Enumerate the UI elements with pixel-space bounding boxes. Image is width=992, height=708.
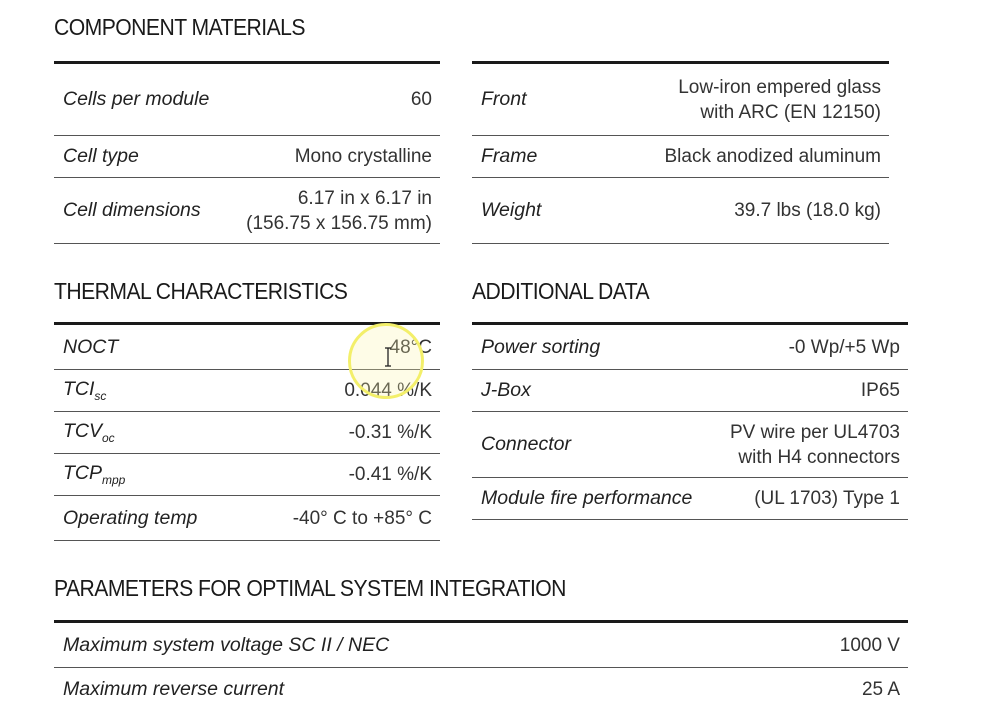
additional-data-table bbox=[472, 322, 908, 520]
table-row bbox=[54, 668, 908, 708]
row-value: -40° C to +85° C bbox=[292, 507, 432, 529]
thermal-characteristics-table bbox=[54, 322, 440, 541]
table-row bbox=[54, 325, 440, 370]
row-value: 48°C bbox=[389, 336, 432, 358]
row-value: (UL 1703) Type 1 bbox=[754, 488, 900, 509]
label-subscript: sc bbox=[94, 389, 107, 403]
table-row bbox=[472, 178, 889, 244]
label-main: TCI bbox=[63, 378, 95, 400]
label-subscript: mpp bbox=[102, 473, 126, 487]
row-label bbox=[63, 420, 115, 445]
row-label: Module fire performance bbox=[481, 487, 693, 509]
row-value: 60 bbox=[410, 89, 432, 110]
label-main: TCP bbox=[63, 462, 102, 484]
row-label: Operating temp bbox=[63, 506, 198, 529]
row-value: 25 A bbox=[861, 678, 900, 700]
row-value bbox=[730, 420, 900, 470]
value-line: 6.17 in x 6.17 in bbox=[297, 187, 432, 209]
text-cursor-icon bbox=[384, 347, 392, 367]
heading-component-materials: COMPONENT MATERIALS bbox=[54, 14, 305, 40]
row-value bbox=[246, 186, 432, 236]
row-label: Weight bbox=[481, 199, 542, 221]
row-value: Black anodized aluminum bbox=[664, 146, 881, 167]
value-line: (156.75 x 156.75 mm) bbox=[246, 212, 432, 234]
heading-additional-data: ADDITIONAL DATA bbox=[472, 278, 650, 304]
row-label: Cell dimensions bbox=[63, 199, 201, 221]
value-line: Low-iron empered glass bbox=[678, 76, 881, 98]
value-line: with ARC (EN 12150) bbox=[700, 101, 881, 123]
label-subscript: oc bbox=[102, 431, 115, 445]
row-value: -0.31 %/K bbox=[348, 422, 432, 443]
table-row bbox=[472, 64, 889, 136]
row-value: 39.7 lbs (18.0 kg) bbox=[734, 200, 881, 221]
row-label: Maximum reverse current bbox=[63, 677, 285, 700]
table-row bbox=[472, 478, 908, 520]
row-label: Cell type bbox=[63, 145, 139, 167]
table-row bbox=[472, 325, 908, 370]
row-value: 0.044 %/K bbox=[344, 380, 432, 401]
row-label bbox=[63, 378, 106, 403]
value-line: with H4 connectors bbox=[738, 446, 900, 468]
label-main: TCV bbox=[63, 420, 102, 442]
row-value: IP65 bbox=[860, 380, 900, 401]
heading-parameters: PARAMETERS FOR OPTIMAL SYSTEM INTEGRATION bbox=[54, 575, 566, 601]
row-label: Front bbox=[481, 88, 527, 110]
table-row bbox=[54, 496, 440, 541]
table-row bbox=[54, 412, 440, 454]
table-row bbox=[472, 370, 908, 412]
row-value: -0.41 %/K bbox=[348, 464, 432, 485]
row-label: Connector bbox=[481, 433, 571, 455]
row-label: NOCT bbox=[63, 335, 119, 358]
table-row bbox=[54, 370, 440, 412]
row-value: Mono crystalline bbox=[294, 146, 432, 167]
table-row bbox=[54, 178, 440, 244]
row-value bbox=[678, 75, 881, 125]
row-label: Maximum system voltage SC II / NEC bbox=[63, 633, 390, 656]
row-label: Cells per module bbox=[63, 88, 210, 110]
table-row bbox=[54, 136, 440, 178]
table-row bbox=[472, 412, 908, 478]
table-row bbox=[54, 623, 908, 668]
row-value: 1000 V bbox=[839, 634, 900, 656]
row-label: Frame bbox=[481, 145, 538, 167]
row-label: J-Box bbox=[481, 379, 531, 401]
row-label: Power sorting bbox=[481, 335, 601, 358]
row-label bbox=[63, 462, 125, 487]
value-line: PV wire per UL4703 bbox=[729, 421, 900, 443]
table-row bbox=[54, 64, 440, 136]
heading-thermal-characteristics: THERMAL CHARACTERISTICS bbox=[54, 278, 348, 304]
component-materials-table-left bbox=[54, 61, 440, 244]
component-materials-table-right bbox=[472, 61, 889, 244]
parameters-table bbox=[54, 620, 908, 708]
table-row bbox=[54, 454, 440, 496]
row-value: -0 Wp/+5 Wp bbox=[788, 336, 900, 358]
table-row bbox=[472, 136, 889, 178]
